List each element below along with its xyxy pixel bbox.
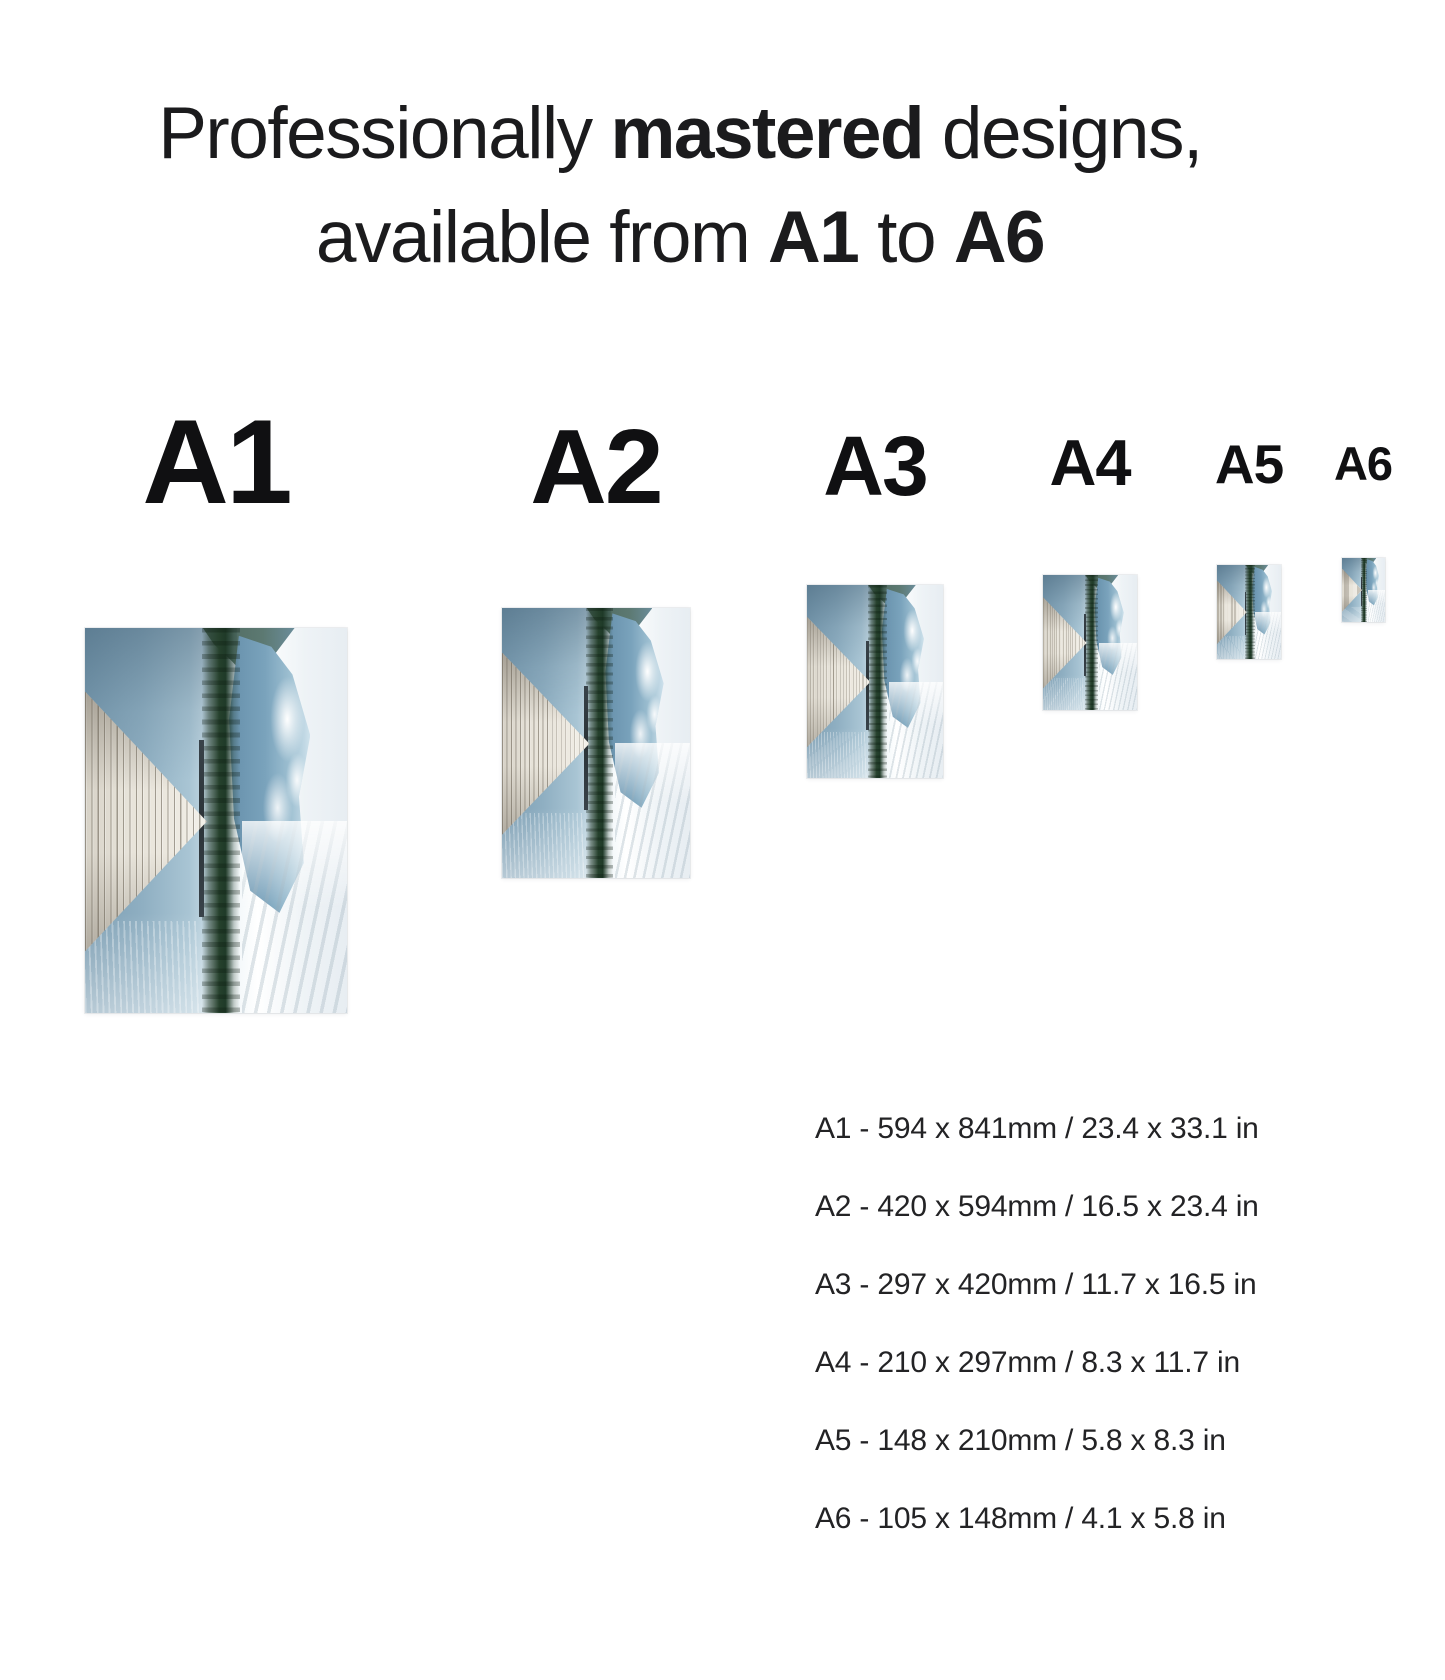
cloud-streaks <box>1368 590 1385 622</box>
cloud-streaks <box>1255 612 1281 659</box>
dimension-line-a5: A5 - 148 x 210mm / 5.8 x 8.3 in <box>815 1424 1226 1457</box>
dimension-line-a3: A3 - 297 x 420mm / 11.7 x 16.5 in <box>815 1268 1257 1301</box>
poster-preview-a6 <box>1342 558 1385 622</box>
size-label-a1: A1 <box>142 395 290 529</box>
tree-line-band <box>202 628 240 1013</box>
dimension-list <box>815 1090 1259 1558</box>
size-label-a2: A2 <box>530 408 662 526</box>
headline-line-1: Professionally mastered designs, <box>158 93 1202 174</box>
tree-line-band <box>586 608 613 878</box>
size-label-a4: A4 <box>1049 426 1131 499</box>
poster-preview-a5 <box>1217 565 1281 659</box>
size-label-a5: A5 <box>1214 433 1284 495</box>
poster-preview-a4 <box>1043 575 1137 710</box>
cloud-streaks <box>1099 643 1137 711</box>
dimension-line-a2: A2 - 420 x 594mm / 16.5 x 23.4 in <box>815 1190 1259 1223</box>
cloud-streaks <box>889 682 943 779</box>
tree-line-band <box>1245 565 1254 659</box>
water-streaks <box>1217 636 1245 659</box>
cloud-streaks <box>242 821 347 1014</box>
tree-line-band <box>1085 575 1099 710</box>
poster-preview-a3 <box>807 585 943 778</box>
poster-preview-a2 <box>502 608 690 878</box>
water-streaks <box>502 813 585 878</box>
water-streaks <box>807 732 867 778</box>
water-streaks <box>1043 678 1084 710</box>
tree-line-band <box>1361 558 1367 622</box>
dimension-line-a6: A6 - 105 x 148mm / 4.1 x 5.8 in <box>815 1502 1226 1535</box>
water-streaks <box>85 921 200 1013</box>
headline <box>0 82 1360 290</box>
poster-preview-a1 <box>85 628 347 1013</box>
cloud-streaks <box>615 743 690 878</box>
water-streaks <box>1342 607 1361 622</box>
tree-line-band <box>868 585 888 778</box>
size-label-a3: A3 <box>823 419 927 513</box>
headline-line-2: available from A1 to A6 <box>315 197 1045 278</box>
dimension-line-a1: A1 - 594 x 841mm / 23.4 x 33.1 in <box>815 1112 1259 1145</box>
dimension-line-a4: A4 - 210 x 297mm / 8.3 x 11.7 in <box>815 1346 1240 1379</box>
size-label-a6: A6 <box>1333 437 1393 490</box>
